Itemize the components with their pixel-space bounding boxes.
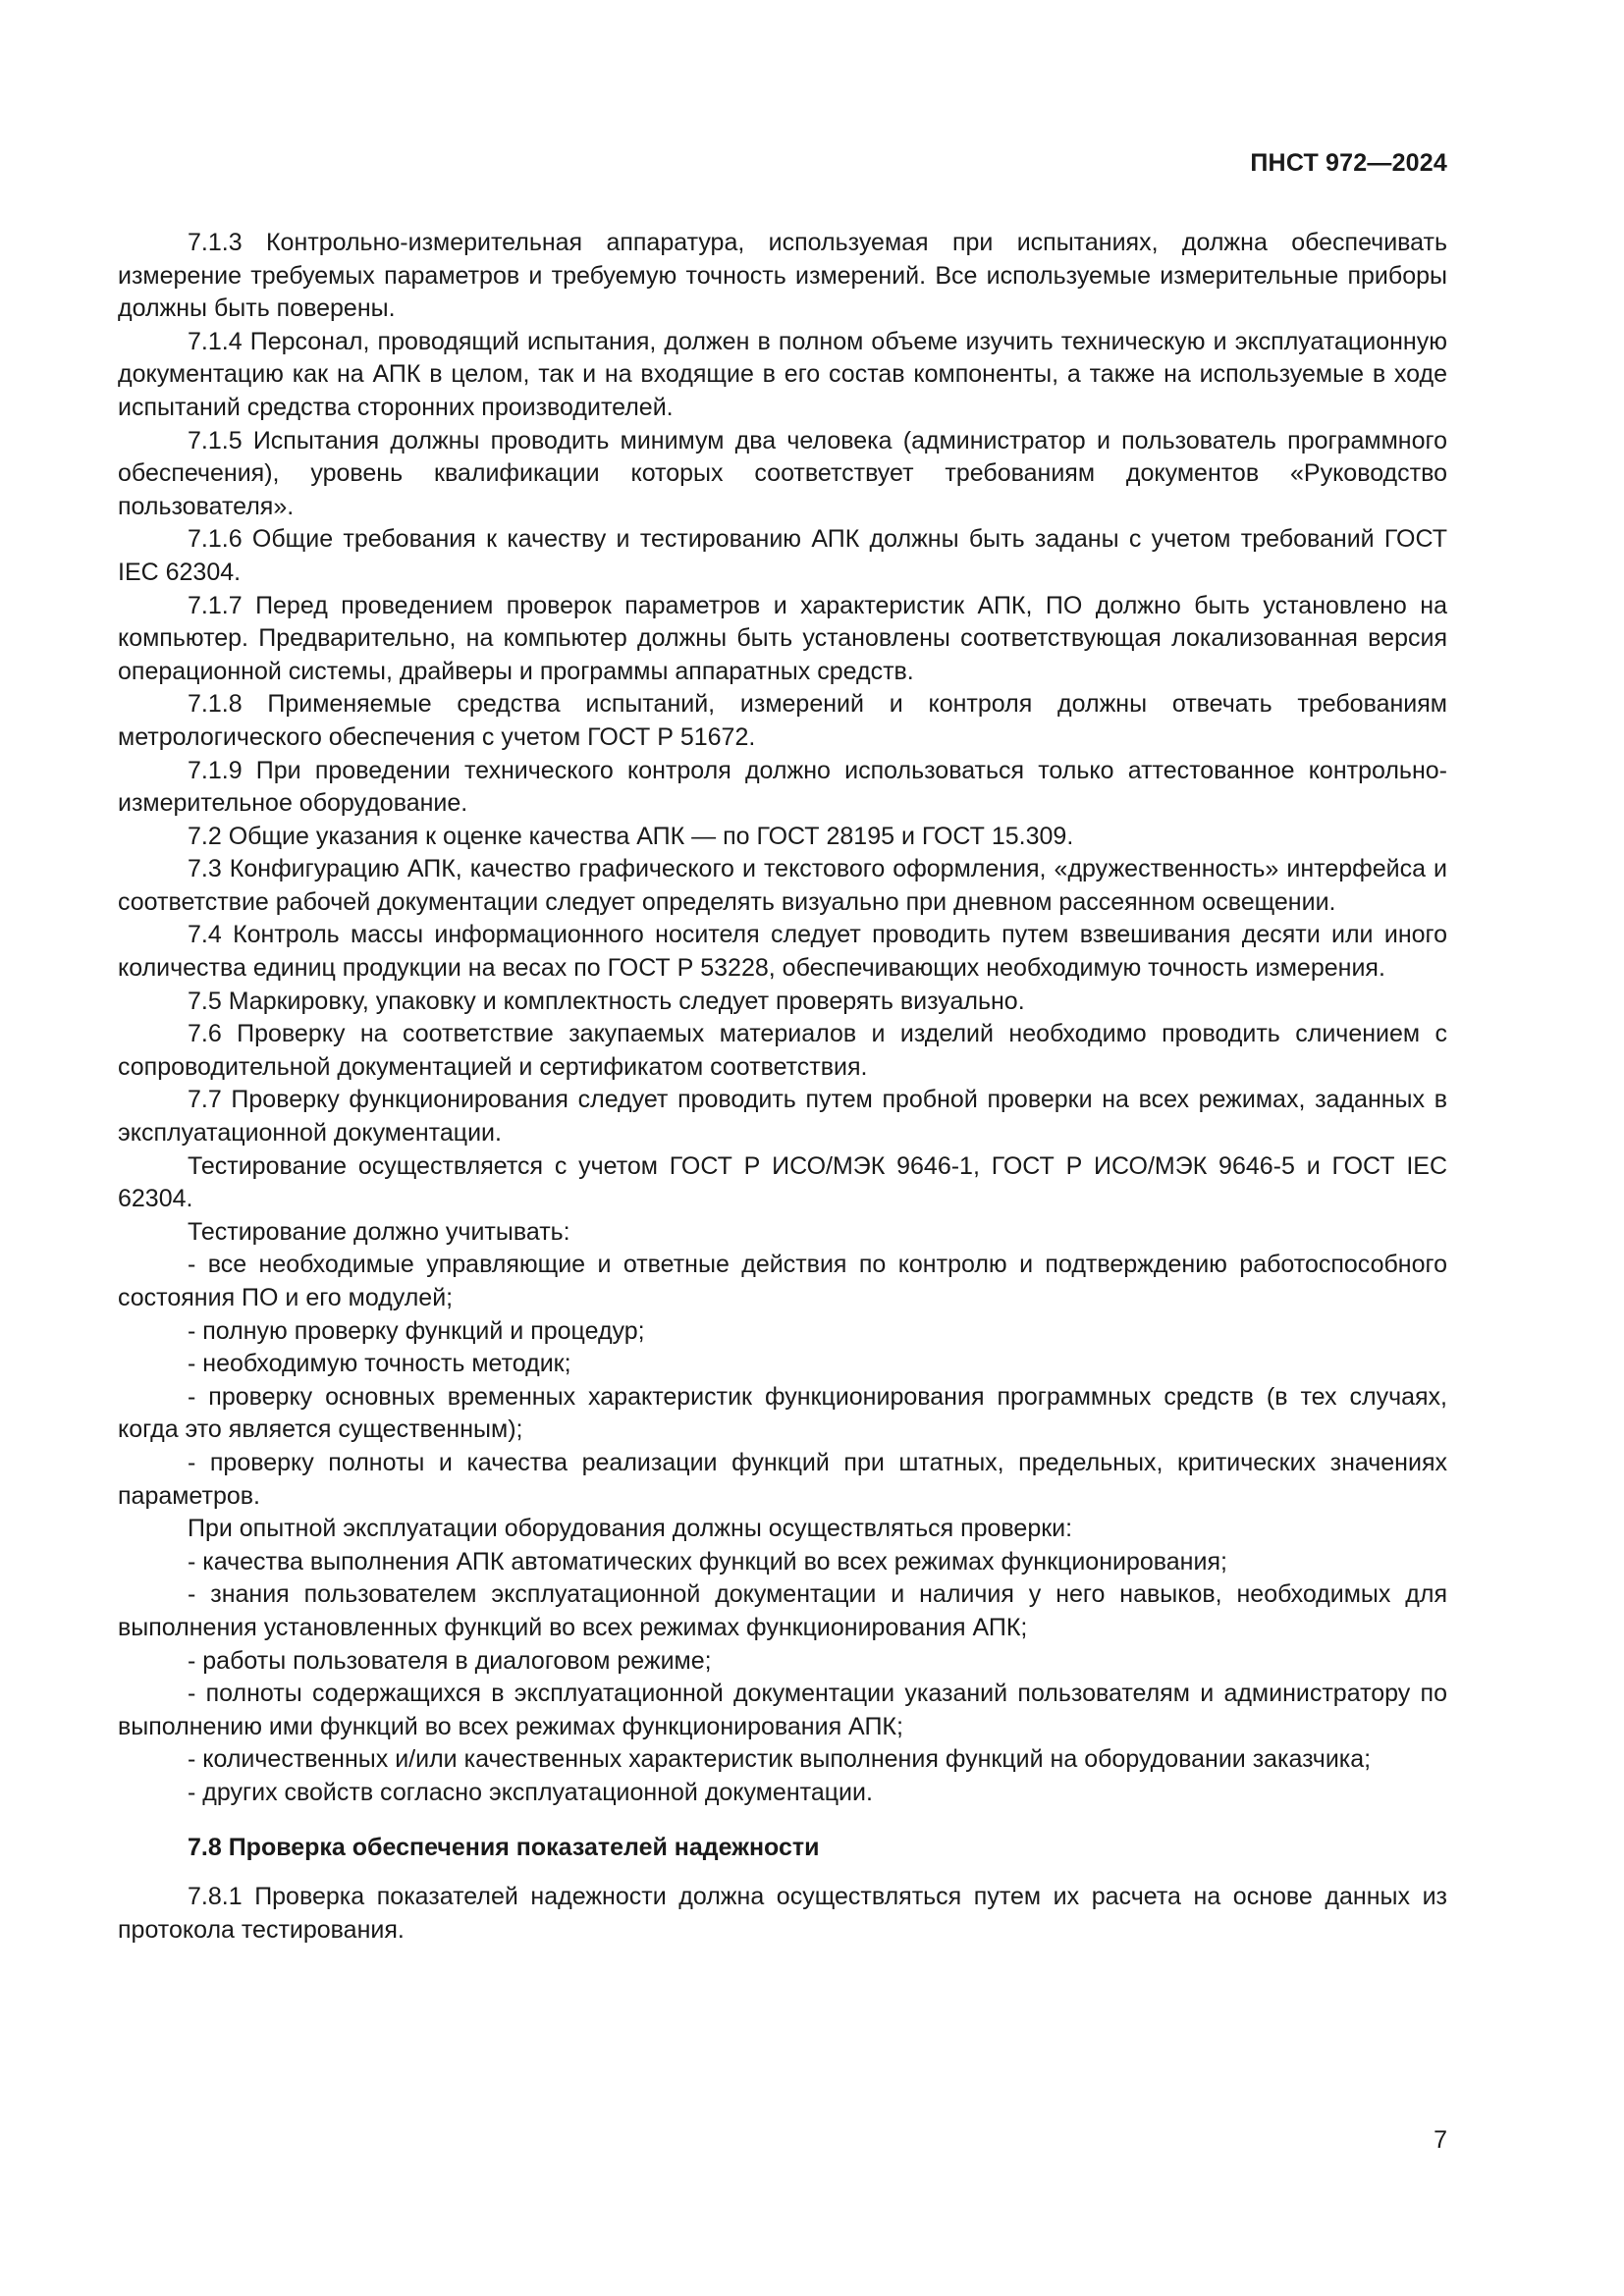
paragraph: 7.8.1 Проверка показателей надежности должна осуществляться путем их расчета на основе данных из протокола тестирования. bbox=[118, 1883, 1447, 1944]
list-item: - знания пользователем эксплуатационной документации и наличия у него навыков, необходимых для выполнения установленных функций во всех режимах функционирования АПК; bbox=[118, 1580, 1447, 1641]
list-item: - необходимую точность методик; bbox=[188, 1350, 571, 1378]
list-item: - качества выполнения АПК автоматических функций во всех режимах функционирования; bbox=[188, 1547, 1227, 1575]
paragraph: 7.1.7 Перед проведением проверок параметров и характеристик АПК, ПО должно быть установлено на компьютер. Предварительно, на компьютер должны быть установлены соответствующая локализованная версия операционной системы, драйверы и программы аппаратных средств. bbox=[118, 591, 1447, 685]
paragraph: Тестирование должно учитывать: bbox=[188, 1217, 570, 1246]
list-item: - полную проверку функций и процедур; bbox=[188, 1316, 645, 1345]
paragraph: 7.1.3 Контрольно-измерительная аппаратура, используемая при испытаниях, должна обеспечивать измерение требуемых параметров и требуемую точность измерений. Все используемые измерительные приборы должны быть поверены. bbox=[118, 229, 1447, 323]
list-item: - других свойств согласно эксплуатационной документации. bbox=[188, 1778, 873, 1806]
paragraph: 7.1.4 Персонал, проводящий испытания, должен в полном объеме изучить техническую и эксплуатационную документацию как на АПК в целом, так и на входящие в его состав компоненты, а также на используемые в ходе испытаний средства сторонних производителей. bbox=[118, 327, 1447, 421]
list-item: - работы пользователя в диалоговом режиме; bbox=[188, 1646, 712, 1675]
document-body bbox=[118, 227, 1447, 1947]
paragraph: 7.3 Конфигурацию АПК, качество графического и текстового оформления, «дружественность» интерфейса и соответствие рабочей документации следует определять визуально при дневном рассеянном освещении. bbox=[118, 855, 1447, 916]
paragraph: 7.4 Контроль массы информационного носителя следует проводить путем взвешивания десяти или иного количества единиц продукции на весах по ГОСТ Р 53228, обеспечивающих необходимую точность измерения. bbox=[118, 921, 1447, 983]
paragraph: Тестирование осуществляется с учетом ГОСТ Р ИСО/МЭК 9646-1, ГОСТ Р ИСО/МЭК 9646-5 и ГОСТ IEC 62304. bbox=[118, 1151, 1447, 1213]
paragraph: 7.5 Маркировку, упаковку и комплектность следует проверять визуально. bbox=[188, 987, 1025, 1015]
paragraph: 7.6 Проверку на соответствие закупаемых материалов и изделий необходимо проводить сличением с сопроводительной документацией и сертификатом соответствия. bbox=[118, 1020, 1447, 1081]
paragraph: 7.1.8 Применяемые средства испытаний, измерений и контроля должны отвечать требованиям метрологического обеспечения с учетом ГОСТ Р 51672. bbox=[118, 690, 1447, 751]
paragraph: 7.1.6 Общие требования к качеству и тестированию АПК должны быть заданы с учетом требований ГОСТ IEC 62304. bbox=[118, 525, 1447, 586]
list-item: - полноты содержащихся в эксплуатационной документации указаний пользователям и администратору по выполнению ими функций во всех режимах функционирования АПК; bbox=[118, 1680, 1447, 1740]
paragraph: 7.1.9 При проведении технического контроля должно использоваться только аттестованное контрольно-измерительное оборудование. bbox=[118, 756, 1447, 818]
list-item: - количественных и/или качественных характеристик выполнения функций на оборудовании заказчика; bbox=[188, 1745, 1372, 1774]
page-header: ПНСТ 972—2024 bbox=[1250, 149, 1447, 177]
section-heading: 7.8 Проверка обеспечения показателей надежности bbox=[188, 1833, 820, 1861]
list-item: - все необходимые управляющие и ответные действия по контролю и подтверждению работоспособного состояния ПО и его модулей; bbox=[118, 1251, 1447, 1311]
paragraph: 7.7 Проверку функционирования следует проводить путем пробной проверки на всех режимах, заданных в эксплуатационной документации. bbox=[118, 1086, 1447, 1148]
paragraph: 7.1.5 Испытания должны проводить минимум два человека (администратор и пользователь программного обеспечения), уровень квалификации которых соответствует требованиям документов «Руководство пользователя». bbox=[118, 426, 1447, 520]
paragraph: При опытной эксплуатации оборудования должны осуществляться проверки: bbox=[188, 1515, 1073, 1543]
paragraph: 7.2 Общие указания к оценке качества АПК — по ГОСТ 28195 и ГОСТ 15.309. bbox=[188, 822, 1074, 850]
page-number: 7 bbox=[1434, 2126, 1447, 2154]
list-item: - проверку полноты и качества реализации функций при штатных, предельных, критических значениях параметров. bbox=[118, 1448, 1447, 1510]
list-item: - проверку основных временных характеристик функционирования программных средств (в тех случаях, когда это является существенным); bbox=[118, 1382, 1447, 1444]
